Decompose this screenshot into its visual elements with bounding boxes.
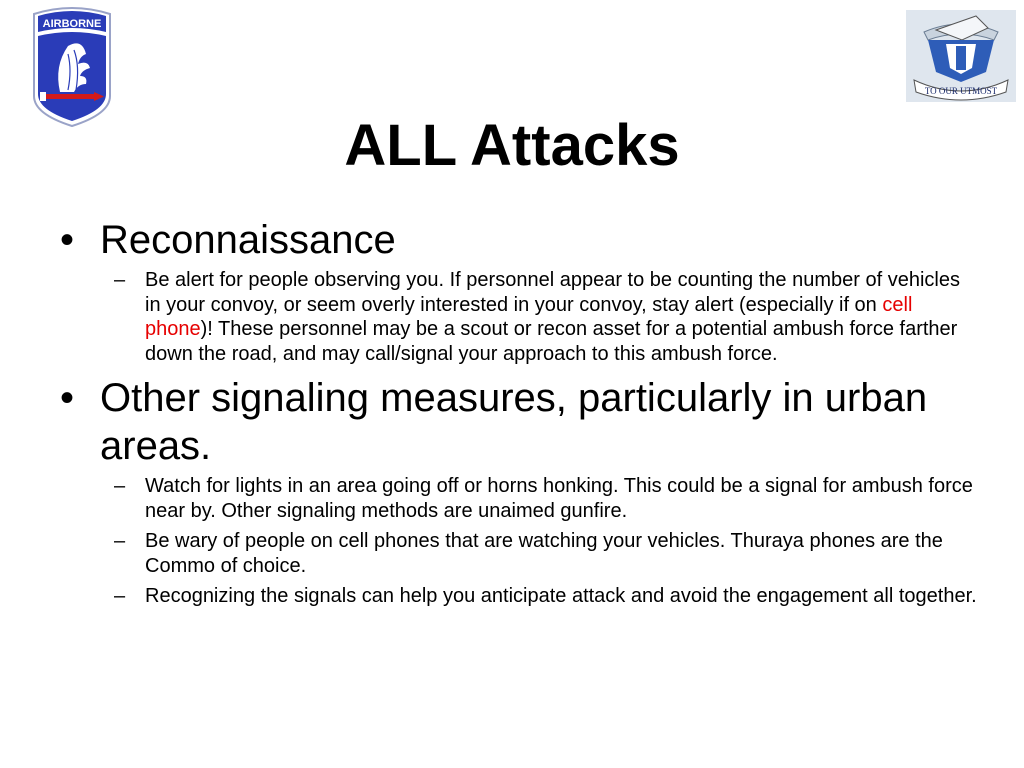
sub-dash: – [114, 475, 126, 497]
sub-text: )! These personnel may be a scout or recon asset for a potential ambush force farther down the road, and may call/signal your approach to this ambush force. [145, 318, 958, 365]
sub-text: Be wary of people on cell phones that are watching your vehicles. Thuraya phones are the Commo of choice. [145, 530, 943, 577]
sub-item [60, 474, 980, 523]
bullet-reconnaissance [60, 216, 980, 264]
sub-text: Be alert for people observing you. If personnel appear to be counting the number of vehicles in your convoy, or seem overly interested in your convoy, stay alert (especially if on [145, 269, 960, 316]
bullet-symbol: • [60, 218, 75, 262]
cell-phone-highlight: cell phone [145, 293, 913, 340]
sub-item [60, 584, 980, 609]
sub-list [60, 268, 980, 366]
bullet-symbol: • [60, 376, 75, 420]
bullet-text: Reconnaissance [100, 218, 396, 262]
sub-dash: – [114, 585, 126, 607]
bullet-text: Other signaling measures, particularly in urban areas. [100, 376, 928, 468]
slide-content [60, 216, 980, 617]
sub-dash: – [114, 530, 126, 552]
slide-title: ALL Attacks [344, 113, 680, 178]
sub-list [60, 474, 980, 609]
bullet-signaling-measures [60, 374, 980, 470]
sub-text: Recognizing the signals can help you anticipate attack and avoid the engagement all together. [145, 585, 977, 607]
regimental-crest-icon [906, 10, 1016, 102]
airborne-tab-text: AIRBORNE [42, 18, 102, 30]
crest-motto-text: TO OUR UTMOST [924, 86, 998, 96]
sub-text: Watch for lights in an area going off or horns honking. This could be a signal for ambush force near by. Other signaling methods are unaimed gunfire. [145, 475, 973, 522]
sub-item [60, 529, 980, 578]
sub-dash: – [114, 269, 126, 291]
sub-item [60, 268, 980, 366]
